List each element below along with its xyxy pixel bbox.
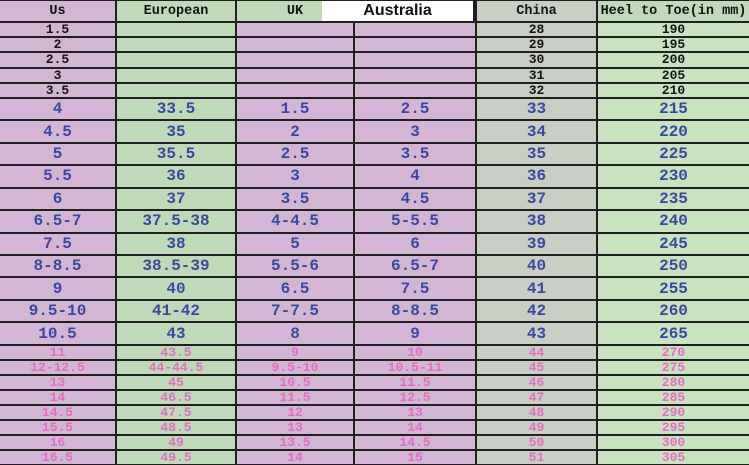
size-cell: 7-7.5 (237, 301, 355, 321)
table-row (0, 278, 749, 300)
size-cell: 37 (117, 189, 237, 209)
size-cell: 49 (117, 436, 237, 449)
size-cell: 7.5 (0, 234, 117, 254)
size-cell: 37.5-38 (117, 211, 237, 231)
size-cell: 280 (598, 376, 749, 389)
table-row (0, 301, 749, 323)
table-row (0, 406, 749, 421)
size-cell: 13.5 (237, 436, 355, 449)
size-cell: 6.5-7 (0, 211, 117, 231)
size-cell: 10.5 (0, 323, 117, 343)
size-cell: 8-8.5 (0, 256, 117, 276)
size-cell: 295 (598, 421, 749, 434)
table-row (0, 189, 749, 211)
header-us: Us (0, 1, 117, 21)
size-cell: 215 (598, 99, 749, 119)
size-cell: 2 (237, 121, 355, 141)
size-cell: 41-42 (117, 301, 237, 321)
size-cell: 230 (598, 166, 749, 186)
size-cell: 15 (355, 451, 477, 464)
size-cell: 270 (598, 346, 749, 359)
size-cell: 14 (0, 391, 117, 404)
header-heel-to-toe: Heel to Toe(in mm) (598, 1, 749, 21)
size-cell: 16.5 (0, 451, 117, 464)
size-cell: 3.5 (237, 189, 355, 209)
size-cell: 13 (355, 406, 477, 419)
size-cell: 16 (0, 436, 117, 449)
size-cell: 205 (598, 69, 749, 82)
size-cell: 210 (598, 84, 749, 97)
size-cell: 3.5 (0, 84, 117, 97)
size-cell: 240 (598, 211, 749, 231)
size-cell: 38 (117, 234, 237, 254)
size-cell: 12 (237, 406, 355, 419)
size-cell: 3.5 (355, 144, 477, 164)
size-cell: 43 (477, 323, 598, 343)
size-cell: 5.5-6 (237, 256, 355, 276)
size-cell: 1.5 (0, 23, 117, 36)
size-cell: 9.5-10 (237, 361, 355, 374)
table-row (0, 451, 749, 465)
size-cell: 255 (598, 278, 749, 298)
size-cell: 225 (598, 144, 749, 164)
size-cell: 195 (598, 38, 749, 51)
size-cell: 220 (598, 121, 749, 141)
size-cell: 2.5 (237, 144, 355, 164)
table-row (0, 436, 749, 451)
table-row (0, 99, 749, 121)
size-cell (355, 38, 477, 51)
size-cell (117, 23, 237, 36)
size-cell: 4 (0, 99, 117, 119)
size-cell: 48.5 (117, 421, 237, 434)
size-cell: 45 (117, 376, 237, 389)
size-cell: 35 (477, 144, 598, 164)
size-cell (237, 53, 355, 66)
size-cell: 6.5-7 (355, 256, 477, 276)
table-body (0, 23, 749, 465)
size-cell (355, 84, 477, 97)
size-cell: 31 (477, 69, 598, 82)
size-cell: 200 (598, 53, 749, 66)
size-cell: 49 (477, 421, 598, 434)
size-cell: 47 (477, 391, 598, 404)
size-cell (237, 69, 355, 82)
size-cell: 43.5 (117, 346, 237, 359)
size-cell: 10.5 (237, 376, 355, 389)
size-cell: 190 (598, 23, 749, 36)
size-cell: 290 (598, 406, 749, 419)
size-cell: 2 (0, 38, 117, 51)
size-cell: 275 (598, 361, 749, 374)
size-cell: 36 (117, 166, 237, 186)
size-cell: 28 (477, 23, 598, 36)
size-cell: 8 (237, 323, 355, 343)
size-cell: 44 (477, 346, 598, 359)
size-cell: 40 (117, 278, 237, 298)
size-cell (117, 69, 237, 82)
size-cell: 260 (598, 301, 749, 321)
table-row (0, 23, 749, 38)
size-cell: 49.5 (117, 451, 237, 464)
size-cell: 3 (0, 69, 117, 82)
size-cell: 40 (477, 256, 598, 276)
size-cell: 4-4.5 (237, 211, 355, 231)
table-row (0, 121, 749, 143)
table-row (0, 256, 749, 278)
size-cell (237, 38, 355, 51)
size-cell: 300 (598, 436, 749, 449)
table-row (0, 361, 749, 376)
table-row (0, 346, 749, 361)
size-cell: 8-8.5 (355, 301, 477, 321)
size-cell: 5-5.5 (355, 211, 477, 231)
size-cell (355, 53, 477, 66)
size-cell: 9.5-10 (0, 301, 117, 321)
size-cell: 29 (477, 38, 598, 51)
size-cell: 38 (477, 211, 598, 231)
table-row (0, 53, 749, 68)
size-cell: 14.5 (0, 406, 117, 419)
size-cell: 46 (477, 376, 598, 389)
size-cell: 13 (0, 376, 117, 389)
size-cell: 33.5 (117, 99, 237, 119)
table-row (0, 376, 749, 391)
size-cell: 5 (237, 234, 355, 254)
size-cell: 13 (237, 421, 355, 434)
size-cell: 14 (237, 451, 355, 464)
size-cell (117, 84, 237, 97)
size-cell: 4 (355, 166, 477, 186)
size-cell: 33 (477, 99, 598, 119)
size-cell: 30 (477, 53, 598, 66)
size-cell: 14 (355, 421, 477, 434)
size-cell: 9 (237, 346, 355, 359)
size-cell (355, 69, 477, 82)
size-cell: 6 (355, 234, 477, 254)
size-cell: 47.5 (117, 406, 237, 419)
size-cell: 265 (598, 323, 749, 343)
size-cell: 9 (0, 278, 117, 298)
size-cell: 32 (477, 84, 598, 97)
size-cell: 35 (117, 121, 237, 141)
size-cell: 235 (598, 189, 749, 209)
size-cell: 6.5 (237, 278, 355, 298)
size-cell (237, 84, 355, 97)
size-cell: 43 (117, 323, 237, 343)
size-cell: 305 (598, 451, 749, 464)
size-cell: 15.5 (0, 421, 117, 434)
size-cell: 37 (477, 189, 598, 209)
table-row (0, 38, 749, 53)
size-cell: 11.5 (355, 376, 477, 389)
size-cell: 42 (477, 301, 598, 321)
header-china: China (477, 1, 598, 21)
size-cell: 250 (598, 256, 749, 276)
size-cell: 3 (355, 121, 477, 141)
size-cell: 10 (355, 346, 477, 359)
size-cell (355, 23, 477, 36)
size-cell: 7.5 (355, 278, 477, 298)
size-cell: 5 (0, 144, 117, 164)
size-cell: 35.5 (117, 144, 237, 164)
size-cell: 39 (477, 234, 598, 254)
size-cell: 41 (477, 278, 598, 298)
size-cell (117, 38, 237, 51)
size-cell: 48 (477, 406, 598, 419)
size-cell: 50 (477, 436, 598, 449)
size-cell: 1.5 (237, 99, 355, 119)
size-cell: 245 (598, 234, 749, 254)
size-cell: 285 (598, 391, 749, 404)
size-cell: 2.5 (0, 53, 117, 66)
table-row (0, 234, 749, 256)
size-cell: 45 (477, 361, 598, 374)
header-european: European (117, 1, 237, 21)
table-row (0, 69, 749, 84)
size-cell: 4.5 (355, 189, 477, 209)
size-cell: 11.5 (237, 391, 355, 404)
size-cell: 14.5 (355, 436, 477, 449)
size-cell: 34 (477, 121, 598, 141)
table-row (0, 323, 749, 345)
size-cell: 51 (477, 451, 598, 464)
size-cell (117, 53, 237, 66)
size-cell: 2.5 (355, 99, 477, 119)
table-row (0, 211, 749, 233)
header-uk: UK (237, 1, 355, 21)
size-cell: 3 (237, 166, 355, 186)
table-row (0, 391, 749, 406)
table-row (0, 144, 749, 166)
size-cell: 10.5-11 (355, 361, 477, 374)
size-cell: 6 (0, 189, 117, 209)
size-cell: 36 (477, 166, 598, 186)
size-cell: 38.5-39 (117, 256, 237, 276)
table-row (0, 166, 749, 188)
size-cell: 11 (0, 346, 117, 359)
size-cell: 46.5 (117, 391, 237, 404)
size-cell: 44-44.5 (117, 361, 237, 374)
size-cell: 12.5 (355, 391, 477, 404)
header-australia: Australia (322, 1, 475, 23)
size-cell: 9 (355, 323, 477, 343)
size-cell: 12-12.5 (0, 361, 117, 374)
size-cell (237, 23, 355, 36)
size-cell: 5.5 (0, 166, 117, 186)
table-row (0, 84, 749, 99)
table-row (0, 421, 749, 436)
size-cell: 4.5 (0, 121, 117, 141)
